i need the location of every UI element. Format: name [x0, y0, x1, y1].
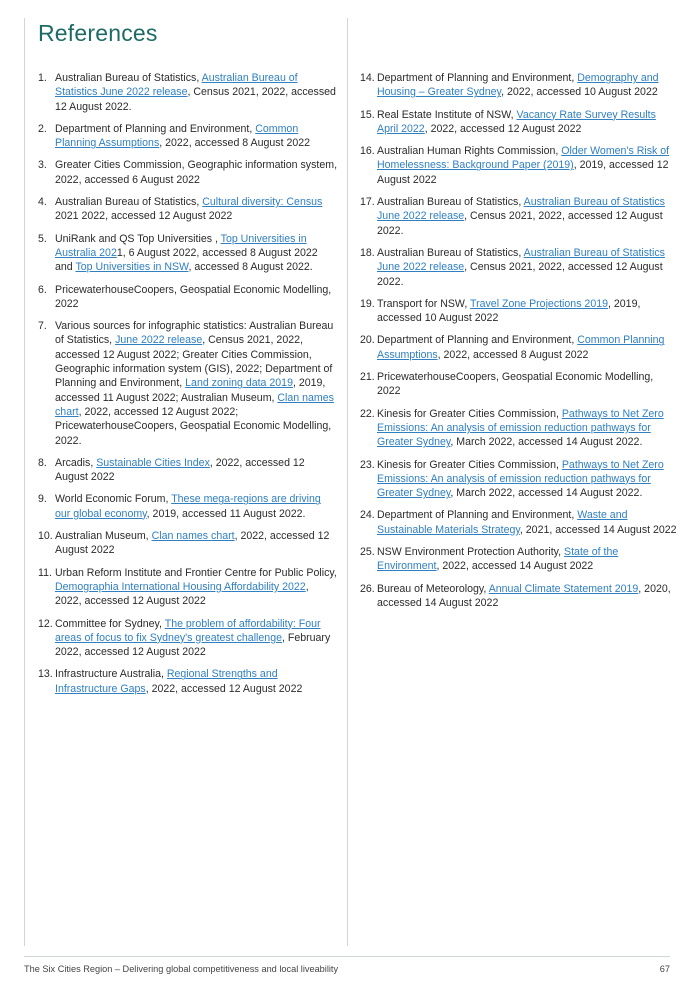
- page-title: References: [38, 20, 158, 46]
- reference-number: 5.: [38, 232, 47, 245]
- reference-text: World Economic Forum,: [55, 493, 172, 506]
- reference-number: 21.: [360, 371, 375, 384]
- reference-item: [360, 144, 678, 187]
- reference-number: 11.: [38, 566, 52, 579]
- reference-text: , March 2022, accessed 14 August 2022.: [450, 436, 643, 449]
- reference-number: 24.: [360, 509, 375, 522]
- reference-number: 23.: [360, 458, 375, 471]
- reference-text: , 2019, accessed 10 August 2022: [377, 297, 641, 325]
- references-list-left: [38, 71, 338, 704]
- reference-text: , Census 2021, 2022, accessed 12 August 2022.: [377, 261, 663, 288]
- reference-text: , 2022, accessed 14 August 2022: [436, 560, 594, 573]
- reference-text: Australian Bureau of Statistics,: [377, 246, 524, 259]
- reference-text: NSW Environment Protection Authority,: [377, 546, 565, 559]
- reference-link[interactable]: Travel Zone Projections 2019: [470, 297, 609, 310]
- reference-text: , accessed 8 August 2022.: [188, 261, 313, 274]
- reference-text: , 2020, accessed 14 August 2022: [377, 582, 671, 609]
- reference-link[interactable]: Regional Strengths and Infrastructure Gaps: [55, 668, 278, 695]
- reference-item: [38, 667, 338, 696]
- reference-item: [360, 333, 678, 362]
- reference-link[interactable]: Pathways to Net Zero Emissions: An analysis of emission reduction pathways for Greater Sydney: [377, 458, 664, 500]
- reference-item: [38, 283, 338, 312]
- reference-link[interactable]: Australian Bureau of Statistics June 2022 release: [377, 196, 665, 223]
- reference-text: Infrastructure Australia,: [55, 668, 167, 681]
- reference-item: [38, 158, 338, 187]
- reference-text: , March 2022, accessed 14 August 2022.: [450, 487, 643, 500]
- reference-number: 19.: [360, 297, 375, 310]
- reference-link[interactable]: Cultural diversity: Census: [202, 196, 323, 209]
- reference-item: [360, 370, 678, 399]
- reference-item: [360, 71, 678, 100]
- reference-item: [360, 108, 678, 137]
- reference-text: PricewaterhouseCoopers, Geospatial Economic Modelling, 2022: [377, 371, 654, 398]
- reference-link[interactable]: The problem of affordability: Four areas of focus to fix Sydney's greatest challenge: [55, 617, 321, 644]
- reference-text: Kinesis for Greater Cities Commission,: [377, 458, 562, 471]
- reference-number: 4.: [38, 196, 47, 209]
- reference-text: Australian Bureau of Statistics,: [377, 196, 524, 209]
- reference-link[interactable]: Demographia International Housing Affordability 2022: [55, 580, 306, 593]
- reference-number: 15.: [360, 108, 375, 121]
- footer-rule: [24, 956, 670, 957]
- reference-text: , Census 2021, 2022, accessed 12 August 2022.: [377, 210, 663, 237]
- reference-text: Kinesis for Greater Cities Commission,: [377, 407, 562, 420]
- reference-link[interactable]: Top Universities in NSW: [75, 261, 189, 274]
- reference-item: [38, 566, 338, 609]
- reference-link[interactable]: Clan names chart: [55, 391, 334, 418]
- reference-number: 25.: [360, 546, 375, 559]
- reference-number: 8.: [38, 456, 47, 469]
- reference-link[interactable]: Common Planning Assumptions: [55, 122, 299, 150]
- reference-number: 16.: [360, 145, 375, 158]
- references-list-right: [360, 71, 678, 618]
- reference-number: 3.: [38, 159, 47, 172]
- reference-item: [360, 195, 678, 238]
- reference-item: [38, 232, 338, 275]
- reference-number: 10.: [38, 530, 53, 543]
- reference-text: Greater Cities Commission, Geographic information system, 2022, accessed 6 August 2022: [55, 159, 338, 186]
- reference-link[interactable]: State of the Environment: [377, 546, 619, 573]
- reference-item: [38, 456, 338, 485]
- reference-text: Real Estate Institute of NSW,: [377, 108, 517, 121]
- reference-link[interactable]: Land zoning data 2019: [185, 377, 293, 390]
- reference-item: [360, 582, 678, 611]
- reference-text: Department of Planning and Environment,: [377, 72, 578, 84]
- reference-text: , Census 2021, 2022, accessed 12 August 2022; Greater Cities Commission, Geographic information system (GIS), 2022; Department of Planning and Environment,: [55, 334, 333, 390]
- reference-text: , Census 2021, 2022, accessed 12 August 2022.: [55, 86, 336, 113]
- reference-number: 18.: [360, 246, 375, 259]
- reference-text: , 2021, accessed 14 August 2022: [519, 523, 677, 536]
- reference-text: Australian Bureau of Statistics,: [55, 196, 203, 209]
- page-number: 67: [659, 964, 670, 974]
- reference-number: 6.: [38, 283, 47, 296]
- reference-text: Department of Planning and Environment,: [55, 122, 256, 135]
- reference-text: PricewaterhouseCoopers, Geospatial Economic Modelling, 2022: [55, 283, 332, 310]
- reference-text: , 2022, accessed 8 August 2022: [159, 137, 311, 150]
- reference-number: 14.: [360, 72, 375, 84]
- reference-text: Australian Human Rights Commission,: [377, 145, 562, 158]
- reference-number: 13.: [38, 668, 53, 681]
- reference-item: [360, 508, 678, 537]
- reference-number: 2.: [38, 122, 47, 135]
- reference-link[interactable]: Vacancy Rate Survey Results April 2022: [377, 108, 656, 135]
- reference-item: [38, 319, 338, 448]
- footer-title: The Six Cities Region – Delivering global competitiveness and local liveability: [24, 964, 339, 974]
- reference-text: Arcadis,: [55, 456, 97, 469]
- reference-number: 12.: [38, 617, 53, 630]
- reference-text: Australian Museum,: [55, 530, 152, 543]
- reference-number: 26.: [360, 582, 375, 595]
- reference-link[interactable]: Clan names chart: [151, 530, 235, 543]
- reference-link[interactable]: Demography and Housing – Greater Sydney: [377, 72, 659, 99]
- reference-text: Australian Bureau of Statistics,: [55, 72, 202, 84]
- reference-number: 17.: [360, 196, 375, 209]
- reference-item: [360, 407, 678, 450]
- reference-text: , 2022, accessed 12 August 2022: [145, 682, 303, 695]
- reference-link[interactable]: Waste and Sustainable Materials Strategy: [377, 509, 628, 536]
- reference-item: [360, 297, 678, 326]
- reference-text: , 2019, accessed 11 August 2022.: [146, 507, 306, 520]
- reference-text: UniRank and QS Top Universities ,: [55, 232, 221, 245]
- reference-link[interactable]: Annual Climate Statement 2019: [488, 582, 639, 595]
- reference-text: , 2022, accessed 12 August 2022: [55, 580, 309, 608]
- reference-text: , 2022, accessed 12 August 2022; PricewaterhouseCoopers, Geospatial Economic Modelling, 2022.: [55, 405, 332, 447]
- reference-link[interactable]: Top Universities in Australia 202: [55, 232, 307, 259]
- reference-item: [360, 246, 678, 289]
- reference-link[interactable]: Sustainable Cities Index: [96, 456, 210, 469]
- reference-number: 7.: [38, 320, 47, 333]
- reference-item: [38, 122, 338, 151]
- reference-number: 20.: [360, 334, 375, 347]
- reference-text: 2021 2022, accessed 12 August 2022: [55, 210, 233, 223]
- reference-number: 1.: [38, 72, 47, 84]
- reference-text: 1, 6 August 2022, accessed 8 August 2022 and: [55, 246, 318, 274]
- reference-number: 22.: [360, 407, 375, 420]
- reference-link[interactable]: Pathways to Net Zero Emissions: An analysis of emission reduction pathways for Greater Sydney: [377, 407, 664, 449]
- reference-text: Transport for NSW,: [377, 297, 471, 310]
- reference-item: [38, 529, 338, 558]
- reference-text: Various sources for infographic statistics: Australian Bureau of Statistics,: [55, 320, 334, 347]
- reference-text: , 2022, accessed 8 August 2022: [437, 348, 589, 361]
- reference-text: , 2022, accessed 12 August 2022: [424, 122, 582, 135]
- reference-item: [38, 617, 338, 660]
- reference-link[interactable]: Australian Bureau of Statistics June 2022 release: [377, 246, 665, 274]
- left-margin-rule: [24, 18, 25, 946]
- reference-text: Department of Planning and Environment,: [377, 334, 578, 347]
- reference-text: Committee for Sydney,: [55, 617, 165, 630]
- reference-text: Bureau of Meteorology,: [377, 582, 489, 595]
- reference-item: [38, 492, 338, 521]
- reference-text: Department of Planning and Environment,: [377, 509, 578, 522]
- reference-text: , 2019, accessed 11 August 2022; Australian Museum,: [55, 377, 326, 404]
- reference-item: [38, 195, 338, 224]
- reference-text: Urban Reform Institute and Frontier Centre for Public Policy,: [55, 566, 337, 579]
- reference-text: , 2022, accessed 12 August 2022: [55, 456, 305, 484]
- reference-item: [360, 545, 678, 574]
- reference-item: [360, 458, 678, 501]
- reference-text: , February 2022, accessed 12 August 2022: [55, 631, 331, 659]
- reference-item: [38, 71, 338, 114]
- reference-link[interactable]: Older Women's Risk of Homelessness: Background Paper (2019): [377, 145, 670, 172]
- reference-text: , 2022, accessed 10 August 2022: [501, 86, 658, 99]
- reference-link[interactable]: June 2022 release: [115, 334, 203, 347]
- reference-link[interactable]: Australian Bureau of Statistics June 2022 release: [55, 72, 298, 99]
- reference-number: 9.: [38, 493, 47, 506]
- reference-link[interactable]: These mega-regions are driving our global economy: [55, 493, 321, 520]
- reference-link[interactable]: Common Planning Assumptions: [377, 334, 665, 361]
- reference-text: , 2022, accessed 12 August 2022: [55, 530, 330, 557]
- reference-text: , 2019, accessed 12 August 2022: [377, 159, 669, 186]
- column-divider: [347, 18, 348, 946]
